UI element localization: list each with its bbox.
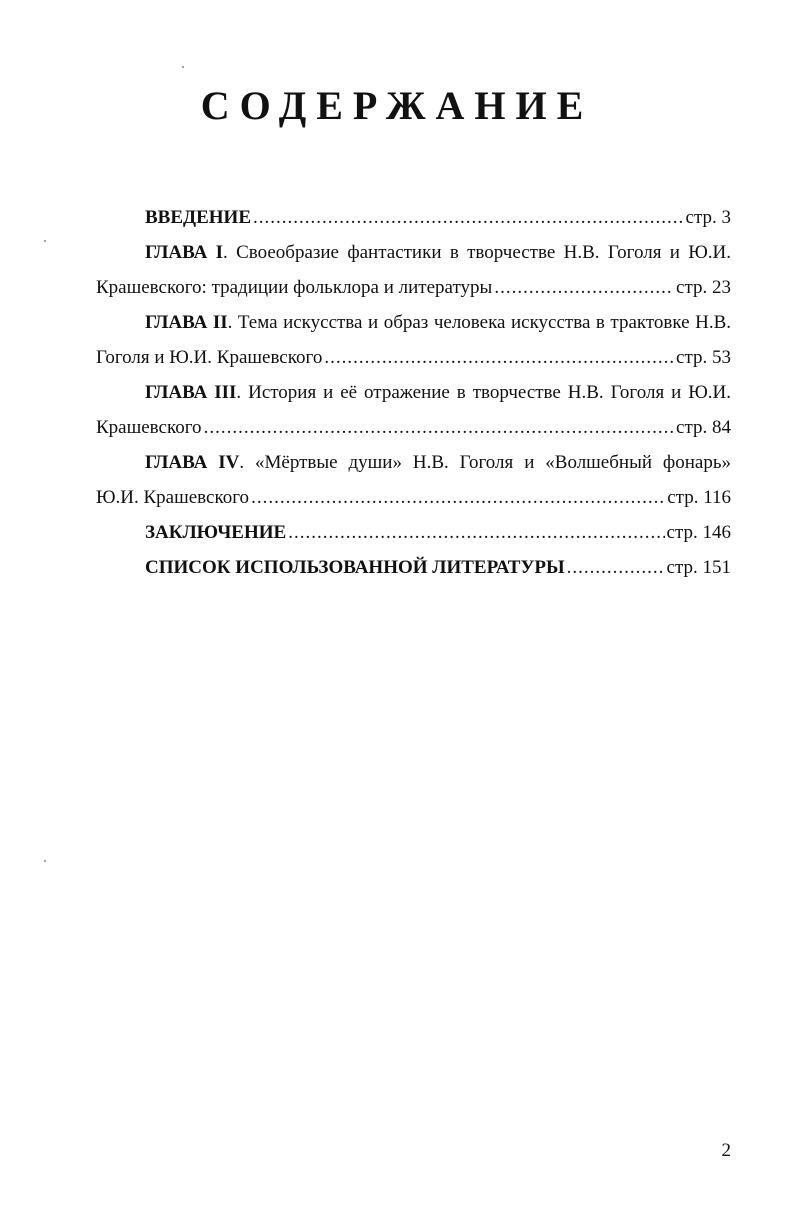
toc-entry-bibliography[interactable] bbox=[96, 550, 731, 585]
dot-leader bbox=[567, 550, 665, 585]
scan-speck bbox=[182, 66, 184, 68]
chapter-title-text: . Своеобразие фантастики в творчестве Н.В. Гоголя и Ю.И. bbox=[223, 242, 731, 263]
toc-entry-label: ЗАКЛЮЧЕНИЕ bbox=[145, 522, 287, 543]
dot-leader bbox=[288, 515, 664, 550]
chapter-title-text: Гоголя и Ю.И. Крашевского bbox=[96, 347, 323, 368]
toc-entry-chapter-3-line-1[interactable] bbox=[96, 375, 731, 410]
scan-speck bbox=[44, 240, 46, 242]
chapter-title-text: Крашевского: традиции фольклора и литературы bbox=[96, 277, 493, 298]
toc-entry-chapter-2-line-2[interactable] bbox=[96, 340, 731, 375]
toc-entry-label: ВВЕДЕНИЕ bbox=[145, 207, 251, 228]
chapter-title-text: . История и её отражение в творчестве Н.В. Гоголя и Ю.И. bbox=[236, 382, 731, 403]
dot-leader bbox=[204, 410, 674, 445]
toc-entry-page: стр. 53 bbox=[676, 347, 731, 368]
toc-entry-page: стр. 84 bbox=[676, 417, 731, 438]
toc-entry-chapter-1-line-2[interactable] bbox=[96, 270, 731, 305]
toc-entry-page: стр. 146 bbox=[666, 522, 731, 543]
toc-entry-chapter-2-line-1[interactable] bbox=[96, 305, 731, 340]
toc-entry-introduction[interactable] bbox=[96, 200, 731, 235]
dot-leader bbox=[494, 270, 674, 305]
chapter-heading: ГЛАВА II bbox=[145, 312, 228, 333]
page-number: 2 bbox=[721, 1140, 731, 1161]
dot-leader bbox=[251, 480, 665, 515]
toc-entry-conclusion[interactable] bbox=[96, 515, 731, 550]
page-title: СОДЕРЖАНИЕ bbox=[200, 83, 594, 128]
toc-entry-page: стр. 23 bbox=[676, 277, 731, 298]
toc-entry-chapter-1-line-1[interactable] bbox=[96, 235, 731, 270]
scan-speck bbox=[44, 860, 46, 862]
toc-entry-label: СПИСОК ИСПОЛЬЗОВАННОЙ ЛИТЕРАТУРЫ bbox=[145, 557, 565, 578]
toc-entry-page: стр. 3 bbox=[685, 207, 731, 228]
toc-entry-page: стр. 151 bbox=[666, 557, 731, 578]
toc-entry-chapter-4-line-2[interactable] bbox=[96, 480, 731, 515]
table-of-contents bbox=[96, 200, 731, 585]
chapter-heading: ГЛАВА IV bbox=[145, 452, 240, 473]
toc-entry-chapter-4-line-1[interactable] bbox=[96, 445, 731, 480]
chapter-title-text: . Тема искусства и образ человека искусства в трактовке Н.В. bbox=[227, 312, 731, 333]
toc-entry-page: стр. 116 bbox=[667, 487, 731, 508]
toc-entry-chapter-3-line-2[interactable] bbox=[96, 410, 731, 445]
chapter-title-text: Крашевского bbox=[96, 417, 202, 438]
chapter-title-text: . «Мёртвые души» Н.В. Гоголя и «Волшебный фонарь» bbox=[239, 452, 732, 473]
chapter-title-text: Ю.И. Крашевского bbox=[96, 487, 250, 508]
chapter-heading: ГЛАВА I bbox=[145, 242, 224, 263]
dot-leader bbox=[324, 340, 674, 375]
dot-leader bbox=[253, 200, 684, 235]
chapter-heading: ГЛАВА III bbox=[145, 382, 237, 403]
